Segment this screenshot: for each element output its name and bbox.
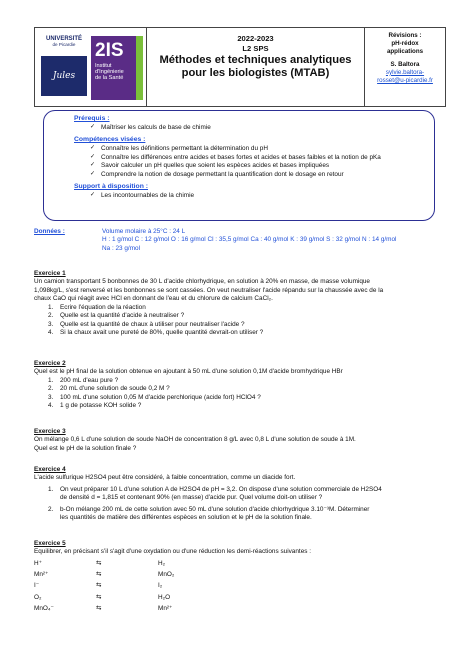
exercise-1 <box>34 270 444 338</box>
2is-logo-line2: d'Ingénierie <box>95 69 124 76</box>
2is-logo-line1: Institut <box>95 63 112 69</box>
reaction-row: O₂ ⇆ H₂O <box>34 593 171 601</box>
question-list <box>48 377 444 411</box>
list-item: ✓ Les incontournables de la chimie <box>90 192 434 200</box>
author-email-link[interactable] <box>377 69 433 84</box>
2is-logo-text <box>95 63 124 81</box>
data-section <box>34 228 444 253</box>
question-item: 1. 200 mL d'eau pure ? <box>48 376 119 384</box>
exercise-text: 1,098kg/L, s'est renversé et les bonbonnes se sont cassées. On veut neutraliser l'acide répandu sur la chaussée avec de la <box>34 286 384 294</box>
exercise-title: Exercice 2 <box>34 360 66 367</box>
reaction-row: MnO₄⁻ ⇆ Mn²⁺ <box>34 604 173 612</box>
exercise-text: Equilibrer, en précisant s'il s'agit d'une oxydation ou d'une réduction les demi-réactions suivantes : <box>34 548 311 556</box>
data-values <box>102 228 444 253</box>
prereq-list <box>90 124 434 132</box>
exercise-3 <box>34 428 444 453</box>
question-item: 2. Quelle est la quantité d'acide à neutraliser ? <box>48 312 185 320</box>
course-title-line1: Méthodes et techniques analytiques <box>159 54 352 67</box>
molar-masses-2: Na : 23 g/mol <box>102 244 141 252</box>
revisions-topic: pH-rédox <box>391 40 419 48</box>
upjv-logo <box>39 36 89 121</box>
reaction-row: I⁻ ⇆ I₂ <box>34 582 163 590</box>
list-item: ✓ Maîtriser les calculs de base de chimie <box>90 124 434 132</box>
revisions-label: Révisions : <box>388 32 422 39</box>
exercise-title: Exercice 4 <box>34 466 66 473</box>
list-item: ✓ Savoir calculer un pH quelles que soient les espèces acides et bases impliquées <box>90 162 434 170</box>
upjv-logo-line2: de Picardie <box>52 42 76 48</box>
course-level: L2 SPS <box>242 44 269 54</box>
exercise-text: L'acide sulfurique H2SO4 peut être considéré, à faible concentration, comme un diacide fort. <box>34 474 296 482</box>
question-item: 2. 20 mL d'une solution de soude 0,2 M ? <box>48 385 170 393</box>
question-item: 1. On veut préparer 10 L d'une solution A de H2SO4 de pH = 3,2. On dispose d'une solution commerciale de H2SO4 de densité d = 1,815 et contenant 90% (en masse) d'acide pur. Quel volume doit-on utiliser ? <box>48 485 382 502</box>
2is-logo-line3: de la Santé <box>95 75 124 82</box>
question-item: 4. 1 g de potasse KOH solide ? <box>48 402 142 410</box>
question-item: 2. b-On mélange 200 mL de cette solution avec 50 mL d'une solution d'acide chlorhydrique 3.10⁻³M. Déterminer les quantités de matière des différentes espèces en solution et le pH de la solution finale. <box>48 505 370 522</box>
exercise-5 <box>34 540 444 557</box>
question-item: 3. 100 mL d'une solution 0,05 M d'acide perchlorique (acide fort) HClO4 ? <box>48 393 261 401</box>
list-item: ✓ Connaître les définitions permettant la détermination du pH <box>90 145 434 153</box>
exercise-text: chaux CaO qui réagit avec HCl en donnant de l'eau et du chlorure de calcium CaCl₂. <box>34 295 273 303</box>
academic-year: 2022-2023 <box>237 34 274 43</box>
exercise-text: Quel est le pH final de la solution obtenue en ajoutant à 50 mL d'une solution 0,1M d'acide bromhydrique HBr <box>34 368 343 376</box>
list-item: ✓ Comprendre la notion de dosage permettant la quantification dont le dosage en retour <box>90 171 434 179</box>
support-heading: Support à disposition : <box>74 183 149 191</box>
question-item: 4. Si la chaux avait une pureté de 80%, quelle quantité devrait-on utiliser ? <box>48 329 264 337</box>
molar-volume: Volume molaire à 25°C : 24 L <box>102 228 186 235</box>
exercise-4 <box>34 466 444 523</box>
reaction-row: Mn²⁺ ⇆ MnO₂ <box>34 571 175 579</box>
half-reactions <box>34 560 294 616</box>
list-item: ✓ Connaître les différences entre acides et bases fortes et acides et bases faibles et la notion de pKa <box>90 154 434 162</box>
exercise-title: Exercice 1 <box>34 270 66 277</box>
upjv-logo-line1: UNIVERSITÉ <box>45 36 82 42</box>
upjv-logo-signature: Jules Verne <box>41 56 87 96</box>
course-title-line2: pour les biologistes (MTAB) <box>181 67 330 80</box>
skills-heading: Compétences visées : <box>74 136 146 144</box>
exercise-2 <box>34 360 444 411</box>
2is-logo-strip <box>136 36 143 100</box>
skills-list <box>90 145 434 179</box>
2is-logo-big: 2IS <box>95 40 124 61</box>
data-label: Données : <box>34 228 65 235</box>
exercise-text: On mélange 0,6 L d'une solution de soude NaOH de concentration 8 g/L avec 0,8 L d'une solution de soude à 1M. <box>34 436 356 444</box>
question-item: 3. Quelle est la quantité de chaux à utiliser pour neutraliser l'acide ? <box>48 320 245 328</box>
author-name: S. Baltora <box>390 60 420 68</box>
question-list <box>48 304 444 338</box>
reaction-row: H⁺ ⇆ H₂ <box>34 560 166 567</box>
support-list <box>90 192 434 200</box>
exercise-title: Exercice 5 <box>34 540 66 547</box>
revisions-applications: applications <box>386 48 424 56</box>
question-list <box>48 486 444 523</box>
objectives-box <box>43 110 435 221</box>
exercise-title: Exercice 3 <box>34 428 66 435</box>
title-cell <box>147 28 365 106</box>
prereq-heading: Prérequis : <box>74 115 110 122</box>
2is-logo <box>91 36 143 100</box>
exercise-text: Un camion transportant 5 bonbonnes de 30 L d'acide chlorhydrique, en solution à 20% en masse, de masse volumique <box>34 278 370 286</box>
email-part2: rosset@u-picardie.fr <box>377 76 433 84</box>
email-part1: sylvie.baltora- <box>385 68 425 76</box>
molar-masses: H : 1 g/mol C : 12 g/mol O : 16 g/mol Cl : 35,5 g/mol Ca : 40 g/mol K : 39 g/mol S : 32 g/mol N : 14 g/mol <box>102 236 397 244</box>
exercise-text: Quel est le pH de la solution finale ? <box>34 444 137 452</box>
question-item: 1. Ecrire l'équation de la réaction <box>48 303 146 311</box>
revisions-cell <box>365 28 445 106</box>
